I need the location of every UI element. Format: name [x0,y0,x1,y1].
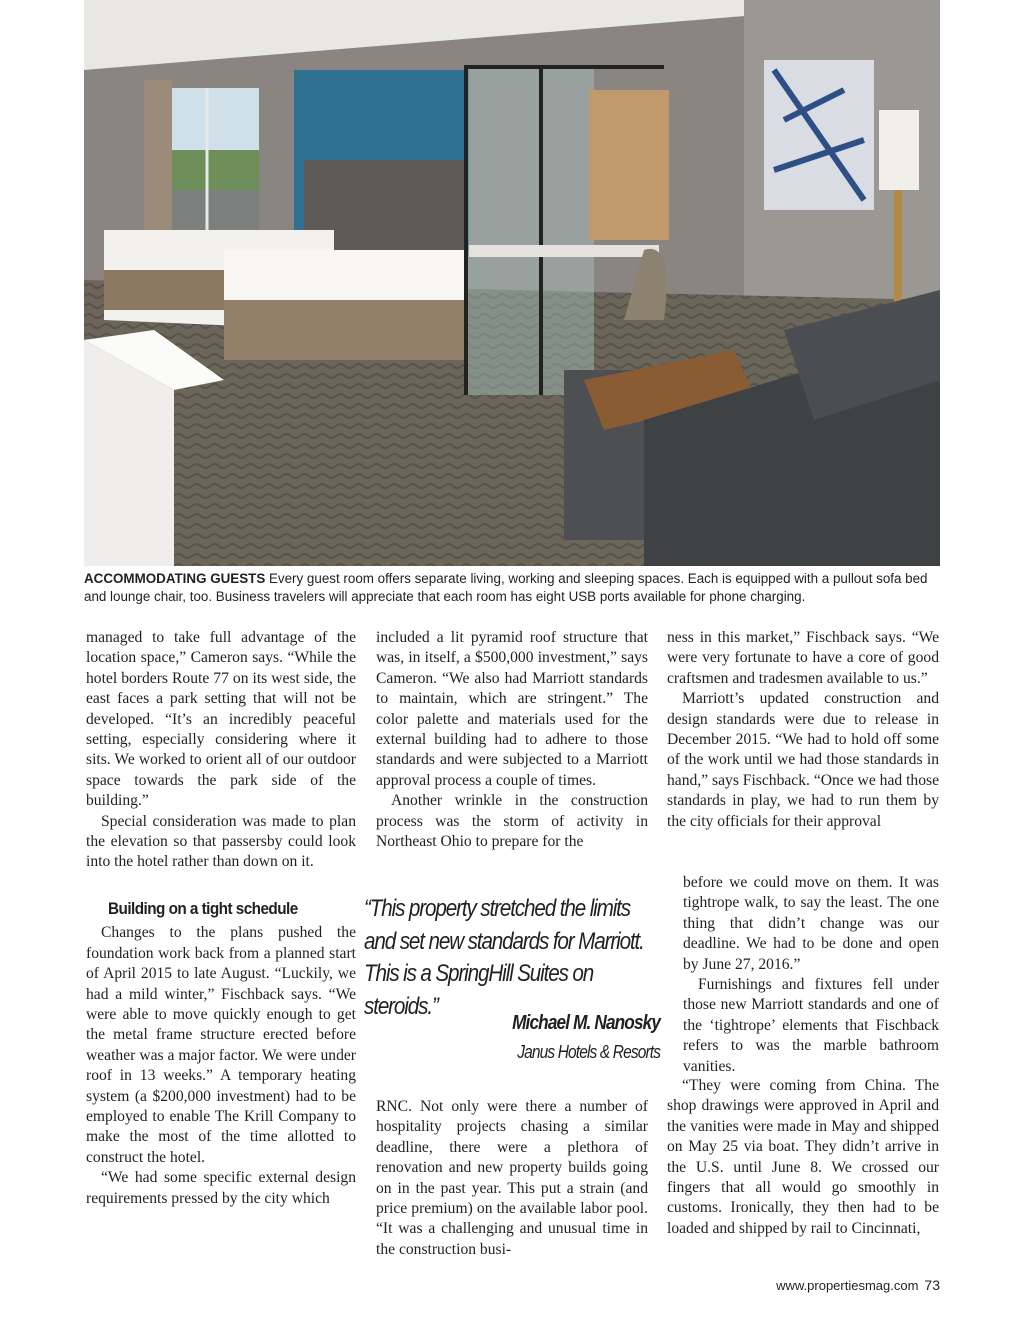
col3-paragraph-4: Furnishings and fixtures fell under those new Marriott standards and one of the ‘tightrope’ elements that Fischback refers to was the marble bathroom vanities. [683,976,939,1075]
column-2-top [376,628,648,852]
col2-paragraph-3: RNC. Not only were there a number of hospitality projects chasing a similar deadline, there were a plethora of renovation and new property builds going on in the past year. This put a strain (and price premium) on the available labor pool. “It was a challenging and unusual time in the construction busi- [376,1098,648,1258]
col2-paragraph-1: included a lit pyramid roof structure that was, in itself, a $500,000 investment,” says Cameron. “We also had Marriott standards to maintain, which are stringent.” The color palette and materials used for the external building had to adhere to those standards and were subjected to a Marriott approval process a couple of times. [376,629,648,789]
column-1 [86,628,356,1209]
pull-quote [364,893,644,1023]
hotel-room-photo [84,0,940,566]
col3-paragraph-1: ness in this market,” Fischback says. “We were very fortunate to have a core of good craftsmen and tradesmen available to us.” [667,629,939,687]
col3-paragraph-3: before we could move on them. It was tightrope walk, to say the least. The one thing that didn’t change was our deadline. We had to be done and open by June 27, 2016.” [683,874,939,973]
col3-paragraph-5: “They were coming from China. The shop drawings were approved in April and the vanities were made in May and shipped on May 25 via boat. They didn’t arrive in the U.S. until June 8. We crossed our fingers that all would go smoothly in customs. Ironically, they then had to be loaded and shipped by rail to Cincinnati, [667,1077,939,1237]
caption-title: ACCOMMODATING GUESTS [84,571,266,586]
col3-paragraph-2: Marriott’s updated construction and design standards were due to release in December 2015. “We had to hold off some of the work until we had those standards in hand,” says Fischback. “Once we had those standards in play, we had to run them by the city officials for their approval [667,690,939,830]
column-2-bottom [376,1097,648,1260]
column-3-top [667,628,939,832]
column-3-bottom [667,1076,939,1239]
pull-quote-affiliation: Janus Hotels & Resorts [517,1042,660,1062]
col1-paragraph-4: “We had some specific external design requirements pressed by the city which [86,1169,356,1207]
pull-quote-text: “This property stretched the limits and set new standards for Marriott. This is a SpringHill Suites on steroids.” [364,895,644,1020]
photo-caption [84,570,944,606]
footer-url: www.propertiesmag.com [776,1278,919,1293]
column-3-middle [683,873,939,1077]
col1-paragraph-1: managed to take full advantage of the location space,” Cameron says. “While the hotel borders Route 77 on its west side, the east faces a park setting that will not be developed. “It’s an incredibly peaceful setting, especially considering where it sits. We worked to orient all of our outdoor space towards the park side of the building.” [86,629,356,810]
page-footer [776,1277,940,1293]
subhead-tight-schedule: Building on a tight schedule [108,898,298,918]
caption-text: Every guest room offers separate living, working and sleeping spaces. Each is equipped with a pullout sofa bed and lounge chair, too. Business travelers will appreciate that each room has eight USB ports available for phone charging. [84,571,928,604]
page-number: 73 [924,1277,940,1293]
col1-paragraph-3: Changes to the plans pushed the foundation work back from a planned start of April 2015 to late August. “Luckily, we had a mild winter,” Fischback says. “We were able to move quickly enough to get the metal frame structure erected before weather was a major factor. We were under roof in 13 weeks.” A temporary heating system (a $200,000 investment) had to be employed to enable The Krill Company to make the most of the time allotted to construct the hotel. [86,924,356,1166]
col1-paragraph-2: Special consideration was made to plan the elevation so that passersby could look into the hotel rather than down on it. [86,812,356,871]
pull-quote-author: Michael M. Nanosky [512,1012,660,1034]
col2-paragraph-2: Another wrinkle in the construction process was the storm of activity in Northeast Ohio to prepare for the [376,792,648,851]
